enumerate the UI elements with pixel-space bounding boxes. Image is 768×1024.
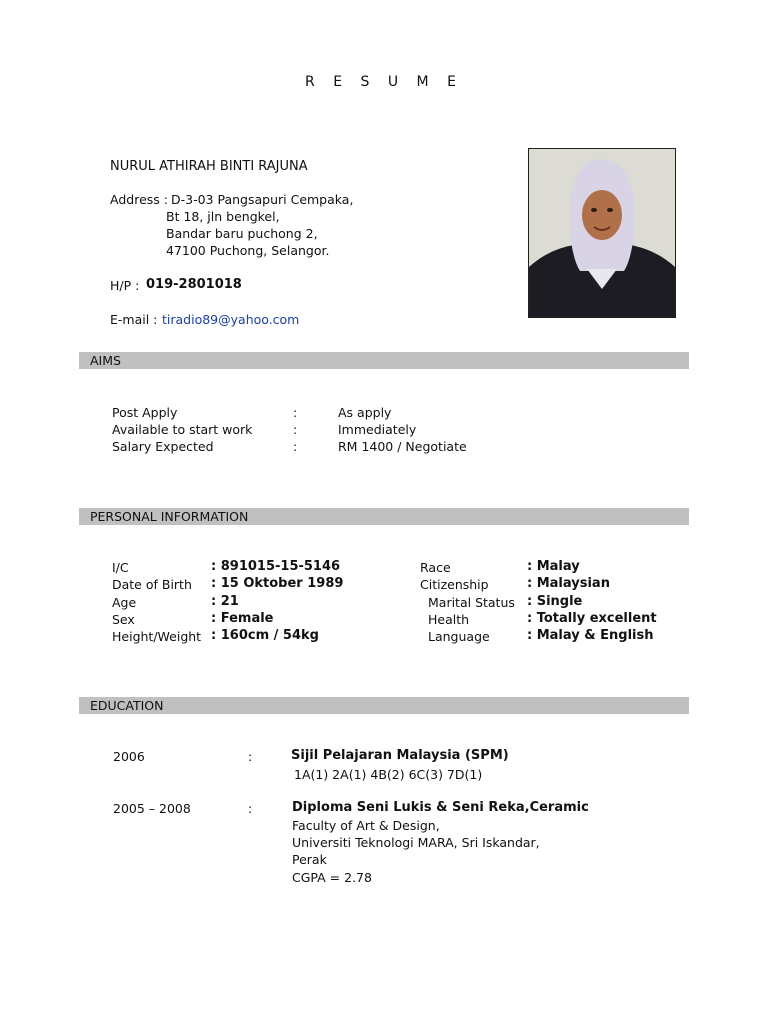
education-separator: : bbox=[248, 801, 253, 816]
profile-photo bbox=[528, 148, 676, 318]
aims-separator: : bbox=[293, 405, 298, 420]
personal-value: : Malay & English bbox=[527, 628, 654, 643]
section-bar-education bbox=[79, 697, 689, 714]
address-line-2: Bt 18, jln bengkel, bbox=[166, 209, 280, 224]
section-bar-personal-information bbox=[79, 508, 689, 525]
education-title: Sijil Pelajaran Malaysia (SPM) bbox=[291, 748, 509, 763]
aims-label: Post Apply bbox=[112, 405, 178, 420]
address-line-4: 47100 Puchong, Selangor. bbox=[166, 243, 330, 258]
education-title: Diploma Seni Lukis & Seni Reka,Ceramic bbox=[292, 800, 589, 815]
aims-separator: : bbox=[293, 439, 298, 454]
personal-label: I/C bbox=[112, 560, 129, 575]
section-title-personal-information: PERSONAL INFORMATION bbox=[90, 509, 249, 524]
email-label: E-mail : bbox=[110, 312, 158, 327]
phone-label: H/P : bbox=[110, 278, 140, 293]
personal-label: Marital Status bbox=[428, 595, 515, 610]
personal-value: : Totally excellent bbox=[527, 611, 657, 626]
personal-label: Sex bbox=[112, 612, 135, 627]
personal-value: : 160cm / 54kg bbox=[211, 628, 319, 643]
aims-value: RM 1400 / Negotiate bbox=[338, 439, 467, 454]
education-detail: CGPA = 2.78 bbox=[292, 870, 372, 885]
resume-title: R E S U M E bbox=[305, 74, 463, 90]
personal-label: Citizenship bbox=[420, 577, 489, 592]
aims-value: As apply bbox=[338, 405, 392, 420]
personal-label: Health bbox=[428, 612, 470, 627]
phone-value: 019-2801018 bbox=[146, 277, 242, 292]
aims-separator: : bbox=[293, 422, 298, 437]
education-year: 2006 bbox=[113, 749, 145, 764]
personal-value: : 15 Oktober 1989 bbox=[211, 576, 344, 591]
education-detail: Perak bbox=[292, 852, 327, 867]
personal-value: : Single bbox=[527, 594, 583, 609]
education-detail: Faculty of Art & Design, bbox=[292, 818, 440, 833]
address-label: Address : bbox=[110, 192, 168, 207]
education-detail: Universiti Teknologi MARA, Sri Iskandar, bbox=[292, 835, 540, 850]
section-title-aims: AIMS bbox=[90, 353, 121, 368]
aims-label: Available to start work bbox=[112, 422, 253, 437]
address-line-3: Bandar baru puchong 2, bbox=[166, 226, 318, 241]
education-separator: : bbox=[248, 749, 253, 764]
personal-value: : Female bbox=[211, 611, 274, 626]
section-title-education: EDUCATION bbox=[90, 698, 164, 713]
personal-value: : 891015-15-5146 bbox=[211, 559, 341, 574]
profile-photo-illustration bbox=[529, 149, 675, 317]
candidate-name: NURUL ATHIRAH BINTI RAJUNA bbox=[110, 159, 308, 174]
personal-label: Language bbox=[428, 629, 490, 644]
personal-label: Age bbox=[112, 595, 137, 610]
aims-label: Salary Expected bbox=[112, 439, 214, 454]
section-bar-aims bbox=[79, 352, 689, 369]
personal-value: : Malay bbox=[527, 559, 580, 574]
education-year: 2005 – 2008 bbox=[113, 801, 191, 816]
personal-value: : Malaysian bbox=[527, 576, 610, 591]
education-detail: 1A(1) 2A(1) 4B(2) 6C(3) 7D(1) bbox=[294, 767, 483, 782]
address-line-1: D-3-03 Pangsapuri Cempaka, bbox=[171, 192, 354, 207]
personal-value: : 21 bbox=[211, 594, 239, 609]
personal-label: Date of Birth bbox=[112, 577, 192, 592]
personal-label: Height/Weight bbox=[112, 629, 202, 644]
email-link[interactable]: tiradio89@yahoo.com bbox=[162, 312, 300, 327]
personal-label: Race bbox=[420, 560, 451, 575]
aims-value: Immediately bbox=[338, 422, 417, 437]
